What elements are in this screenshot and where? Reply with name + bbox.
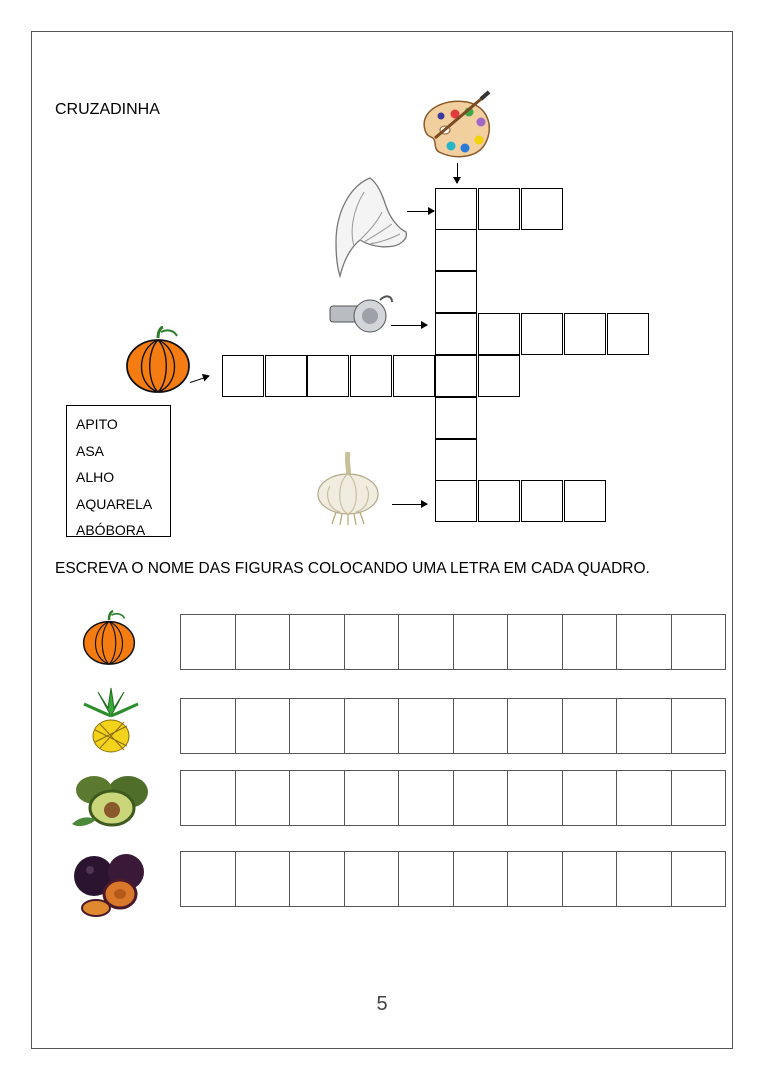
word-list-item: AQUARELA — [76, 495, 153, 512]
page-title: CRUZADINHA — [55, 101, 160, 118]
answer-box[interactable] — [616, 771, 671, 825]
word-list-item: ALHO — [76, 469, 115, 485]
crossword-cell[interactable] — [393, 355, 435, 397]
plum-icon — [70, 850, 150, 920]
answer-box[interactable] — [507, 699, 562, 753]
crossword-cell[interactable] — [521, 313, 563, 355]
crossword-cell[interactable] — [435, 439, 477, 481]
answer-box[interactable] — [453, 615, 508, 669]
answer-box[interactable] — [235, 615, 290, 669]
answer-box[interactable] — [616, 699, 671, 753]
crossword-cell[interactable] — [478, 355, 520, 397]
crossword-cell[interactable] — [564, 480, 606, 522]
crossword-cell[interactable] — [435, 397, 477, 439]
answer-box[interactable] — [181, 615, 235, 669]
answer-box[interactable] — [181, 852, 235, 906]
paint-palette-icon — [415, 90, 495, 162]
word-list-item: APITO — [76, 416, 118, 432]
word-list-item: ASA — [76, 442, 105, 459]
crossword-cell[interactable] — [607, 313, 649, 355]
answer-box[interactable] — [562, 771, 617, 825]
crossword-cell[interactable] — [222, 355, 264, 397]
crossword-cell[interactable] — [478, 313, 520, 355]
answer-box[interactable] — [562, 852, 617, 906]
wing-arrow — [407, 211, 434, 212]
crossword-cell[interactable] — [564, 313, 606, 355]
pumpkin-icon — [82, 610, 136, 666]
crossword-cell[interactable] — [521, 188, 563, 230]
crossword-cell[interactable] — [478, 480, 520, 522]
answer-box[interactable] — [562, 699, 617, 753]
answer-box[interactable] — [616, 852, 671, 906]
crossword-cell[interactable] — [350, 355, 392, 397]
answer-box[interactable] — [181, 699, 235, 753]
garlic-icon — [310, 450, 384, 526]
answer-box[interactable] — [398, 699, 453, 753]
answer-box[interactable] — [507, 852, 562, 906]
answer-box[interactable] — [235, 699, 290, 753]
answer-box[interactable] — [398, 615, 453, 669]
answer-box[interactable] — [289, 699, 344, 753]
wing-icon — [330, 172, 410, 278]
crossword-cell[interactable] — [435, 229, 477, 271]
answer-box[interactable] — [453, 699, 508, 753]
crossword-cell[interactable] — [478, 188, 520, 230]
crossword-cell[interactable] — [265, 355, 307, 397]
crossword-cell[interactable] — [307, 355, 349, 397]
page-number: 5 — [376, 993, 388, 1015]
answer-box[interactable] — [671, 615, 726, 669]
whistle-arrow — [391, 325, 427, 326]
answer-box[interactable] — [453, 852, 508, 906]
answer-box[interactable] — [344, 771, 399, 825]
garlic-arrow — [392, 504, 427, 505]
answer-box[interactable] — [344, 699, 399, 753]
answer-box[interactable] — [507, 771, 562, 825]
crossword-cell[interactable] — [435, 271, 477, 313]
answer-row — [180, 851, 726, 907]
instruction-text: ESCREVA O NOME DAS FIGURAS COLOCANDO UMA LETRA EM CADA QUADRO. — [55, 560, 650, 577]
avocado-icon — [68, 770, 152, 832]
whistle-icon — [326, 290, 396, 336]
answer-box[interactable] — [507, 615, 562, 669]
answer-box[interactable] — [671, 699, 726, 753]
answer-box[interactable] — [235, 852, 290, 906]
answer-box[interactable] — [289, 771, 344, 825]
answer-box[interactable] — [398, 771, 453, 825]
word-list-box — [66, 405, 171, 537]
pineapple-icon — [78, 686, 144, 754]
crossword-cell[interactable] — [435, 188, 477, 230]
answer-box[interactable] — [289, 615, 344, 669]
answer-box[interactable] — [235, 771, 290, 825]
crossword-cell[interactable] — [435, 355, 477, 397]
answer-box[interactable] — [398, 852, 453, 906]
answer-box[interactable] — [562, 615, 617, 669]
word-list-item: ABÓBORA — [76, 522, 146, 538]
answer-box[interactable] — [453, 771, 508, 825]
answer-box[interactable] — [671, 771, 726, 825]
answer-row — [180, 614, 726, 670]
answer-box[interactable] — [671, 852, 726, 906]
crossword-cell[interactable] — [435, 480, 477, 522]
crossword-cell[interactable] — [435, 313, 477, 355]
answer-box[interactable] — [181, 771, 235, 825]
answer-box[interactable] — [344, 852, 399, 906]
answer-box[interactable] — [289, 852, 344, 906]
palette-arrow — [457, 163, 458, 183]
answer-row — [180, 770, 726, 826]
answer-box[interactable] — [344, 615, 399, 669]
crossword-cell[interactable] — [521, 480, 563, 522]
answer-box[interactable] — [616, 615, 671, 669]
answer-row — [180, 698, 726, 754]
pumpkin-icon — [125, 326, 191, 394]
